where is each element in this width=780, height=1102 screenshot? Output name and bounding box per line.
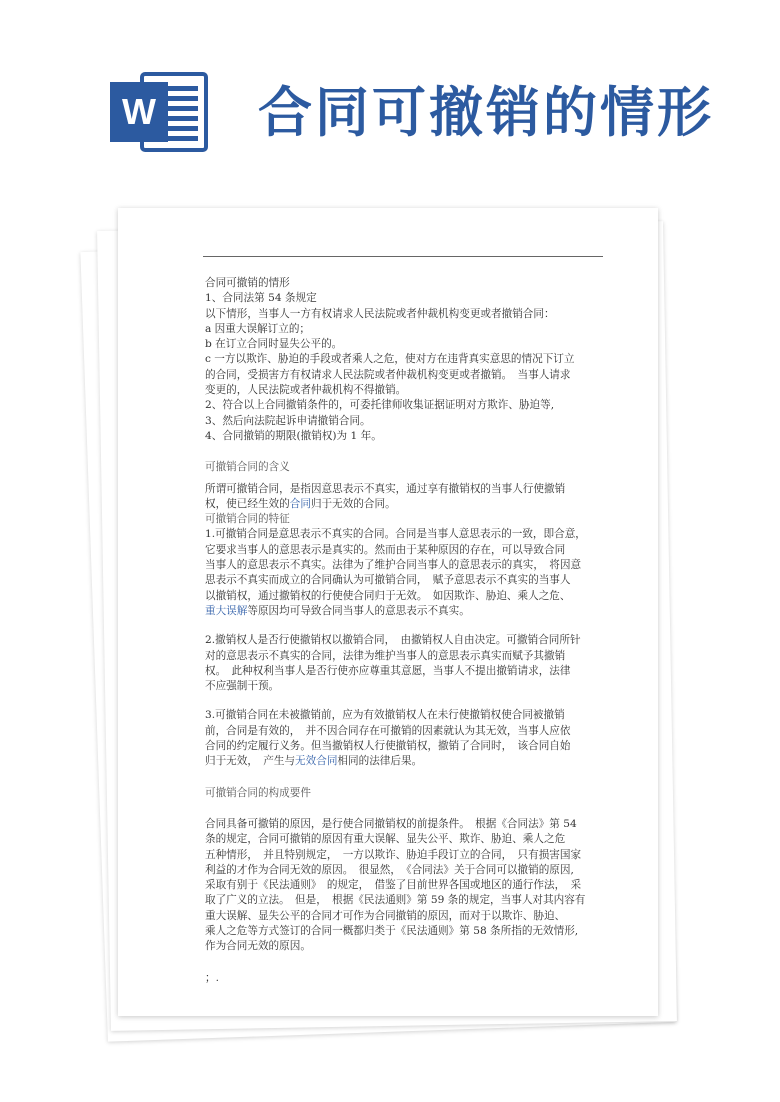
- doc-line: 1.可撤销合同是意思表示不真实的合同。合同是当事人意思表示的一致，即合意，: [205, 528, 586, 541]
- doc-line: 3.可撤销合同在未被撤销前，应为有效撤销权人在未行使撤销权使合同被撤销: [205, 709, 565, 722]
- doc-line: 合同的约定履行义务。但当撤销权人行使撤销权，撤销了合同时， 该合同自始: [205, 740, 571, 753]
- doc-line: c 一方以欺诈、胁迫的手段或者乘人之危，使对方在违背真实意思的情况下订立: [205, 353, 575, 366]
- doc-line: 合同具备可撤销的原因，是行使合同撤销权的前提条件。 根据《合同法》第 54: [205, 817, 577, 830]
- doc-line: 取了广义的立法。 但是， 根据《民法通则》第 59 条的规定，当事人对其内容有: [205, 894, 586, 907]
- doc-line: 采取有别于《民法通则》 的规定， 借鉴了目前世界各国或地区的通行作法， 采: [205, 879, 582, 892]
- doc-line: 1、合同法第 54 条规定: [205, 292, 317, 305]
- doc-line: 权，使已经生效的合同归于无效的合同。: [205, 497, 396, 510]
- doc-line: 利益的才作为合同无效的原因。 很显然， 《合同法》关于合同可以撤销的原因,: [205, 863, 574, 876]
- doc-line: 当事人的意思表示不真实。法律为了维护合同当事人的意思表示的真实， 将因意: [205, 559, 582, 572]
- doc-line: 所谓可撤销合同，是指因意思表示不真实，通过享有撤销权的当事人行使撤销: [205, 482, 566, 495]
- doc-line: 思表示不真实而成立的合同确认为可撤销合同， 赋予意思表示不真实的当事人: [205, 574, 571, 587]
- doc-line: 重大误解、显失公平的合同才可作为合同撤销的原因，而对于以欺诈、胁迫、: [205, 909, 566, 922]
- header: [0, 0, 780, 190]
- doc-line: 2、符合以上合同撤销条件的，可委托律师收集证据证明对方欺诈、胁迫等,: [205, 399, 555, 412]
- doc-line: 合同可撤销的情形: [205, 277, 290, 289]
- doc-line: 3、然后向法院起诉申请撤销合同。: [205, 414, 371, 427]
- header-rule: [203, 256, 603, 257]
- doc-line: 权。 此种权利当事人是否行使亦应尊重其意愿，当事人不提出撤销请求，法律: [205, 664, 571, 677]
- word-icon: [108, 68, 212, 156]
- doc-line: 不应强制干预。: [205, 680, 280, 693]
- document-page: [118, 208, 658, 1016]
- doc-line: 归于无效， 产生与无效合同相同的法律后果。: [205, 755, 423, 768]
- doc-line: 它要求当事人的意思表示是真实的。然而由于某种原因的存在，可以导致合同: [205, 543, 566, 556]
- page-title: 合同可撤销的情形: [258, 81, 714, 144]
- doc-line: 前，合同是有效的， 并不因合同存在可撤销的因素就认为其无效，当事人应依: [205, 724, 571, 737]
- svg-text:W: W: [122, 91, 156, 132]
- contract-link[interactable]: 合同: [289, 497, 311, 510]
- doc-line: 五种情形， 并且特别规定， 一方以欺诈、胁迫手段订立的合同， 只有损害国家: [205, 848, 582, 861]
- doc-line: 以撤销权，通过撤销权的行使使合同归于无效。 如因欺诈、胁迫、乘人之危、: [205, 589, 571, 602]
- section-heading: 可撤销合同的含义: [205, 461, 290, 474]
- doc-line: 作为合同无效的原因。: [205, 940, 311, 953]
- section-heading: 可撤销合同的特征: [205, 513, 290, 526]
- footer-mark: ；.: [205, 971, 219, 984]
- major-misunderstanding-link[interactable]: 重大误解: [205, 604, 248, 617]
- doc-line: b 在订立合同时显失公平的。: [205, 338, 343, 351]
- doc-line: 重大误解等原因均可导致合同当事人的意思表示不真实。: [205, 604, 470, 617]
- doc-line: 的合同，受损害方有权请求人民法院或者仲裁机构变更或者撤销。 当事人请求: [205, 368, 571, 381]
- doc-line: 变更的，人民法院或者仲裁机构不得撤销。: [205, 384, 407, 397]
- document-body: [205, 276, 605, 986]
- doc-line: 对的意思表示不真实的合同，法律为维护当事人的意思表示真实而赋予其撤销: [205, 649, 566, 662]
- section-heading: 可撤销合同的构成要件: [205, 786, 311, 799]
- doc-line: 条的规定，合同可撤销的原因有重大误解、显失公平、欺诈、胁迫、乘人之危: [205, 833, 566, 846]
- doc-line: 4、合同撤销的期限(撤销权)为 1 年。: [205, 429, 382, 442]
- void-contract-link[interactable]: 无效合同: [295, 755, 338, 768]
- doc-line: 以下情形，当事人一方有权请求人民法院或者仲裁机构变更或者撤销合同：: [205, 307, 555, 320]
- doc-line: a 因重大误解订立的；: [205, 322, 311, 335]
- doc-line: 2.撤销权人是否行使撤销权以撤销合同， 由撤销权人自由决定。可撤销合同所针: [205, 634, 581, 647]
- doc-line: 乘人之危等方式签订的合同一概都归类于《民法通则》第 58 条所指的无效情形,: [205, 924, 579, 937]
